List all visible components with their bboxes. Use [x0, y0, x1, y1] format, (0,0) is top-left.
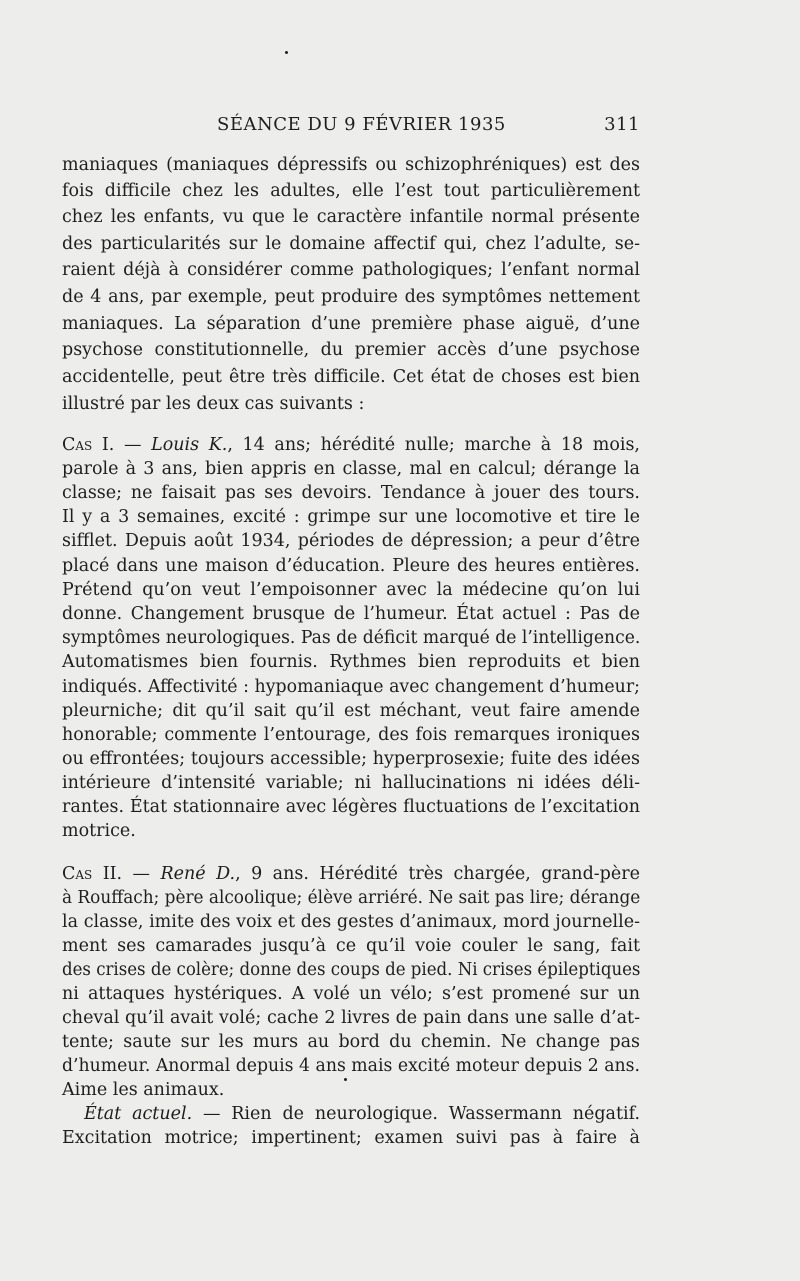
text-line: donne. Changement brusque de l’humeur. État actuel : Pas de: [62, 604, 640, 624]
case-2-heading-line: [62, 861, 640, 887]
text-line: de 4 ans, par exemple, peut produire des symptômes nettement: [62, 287, 640, 307]
text-line: d’humeur. Anormal depuis 4 ans mais excité moteur depuis 2 ans.: [62, 1056, 640, 1076]
text-line: à Rouffach; père alcoolique; élève arriéré. Ne sait pas lire; dérange: [62, 888, 641, 908]
text-line: ou effrontées; toujours accessible; hyperprosexie; fuite des idées: [62, 749, 640, 769]
text-line: des crises de colère; donne des coups de pied. Ni crises épileptiques: [62, 960, 641, 980]
text-line: maniaques (maniaques dépressifs ou schizophréniques) est des: [62, 155, 640, 175]
text-line: symptômes neurologiques. Pas de déficit marqué de l’intelligence.: [62, 628, 641, 648]
text-line: la classe, imite des voix et des gestes d’animaux, mord journelle-: [62, 912, 640, 932]
text-line: Excitation motrice; impertinent; examen suivi pas à faire à: [62, 1128, 640, 1148]
print-speck: [344, 1078, 347, 1081]
text-line: rantes. État stationnaire avec légères fluctuations de l’excitation: [62, 797, 640, 817]
text-line: Aime les animaux.: [62, 1080, 225, 1100]
case-1-dash: —: [114, 435, 152, 455]
etat-actuel-line: [62, 1101, 640, 1127]
case-1-patient-name: Louis K.: [151, 435, 228, 455]
case-2-first-line-rest: , 9 ans. Hérédité très chargée, grand-père: [235, 864, 640, 884]
text-line: accidentelle, peut être très difficile. Cet état de choses est bien: [62, 367, 640, 387]
text-line: Il y a 3 semaines, excité : grimpe sur une locomotive et tire le: [62, 507, 640, 527]
text-line: sifflet. Depuis août 1934, périodes de dépression; a peur d’être: [62, 531, 640, 551]
case-1-heading-line: [62, 432, 640, 458]
case-2-dash: —: [122, 864, 161, 884]
text-line: intérieure d’intensité variable; ni hallucinations ni idées déli-: [62, 773, 640, 793]
case-1-label: Cas I.: [62, 435, 115, 455]
text-line: chez les enfants, vu que le caractère infantile normal présente: [62, 207, 640, 227]
text-line: psychose constitutionnelle, du premier accès d’une psychose: [62, 340, 640, 360]
etat-actuel-rest: — Rien de neurologique. Wassermann négatif.: [192, 1104, 641, 1124]
text-line: motrice.: [62, 821, 136, 841]
text-line: Automatismes bien fournis. Rythmes bien reproduits et bien: [62, 652, 640, 672]
running-header: [62, 114, 640, 138]
case-2-patient-name: René D.: [160, 864, 236, 884]
text-line: fois difficile chez les adultes, elle l’est tout particulièrement: [62, 181, 640, 201]
text-line: indiqués. Affectivité : hypomaniaque avec changement d’humeur;: [62, 677, 640, 697]
page-number: 311: [604, 114, 640, 135]
text-line: raient déjà à considérer comme pathologiques; l’enfant normal: [62, 260, 640, 280]
text-line: Prétend qu’on veut l’empoisonner avec la médecine qu’on lui: [62, 580, 640, 600]
running-title: SÉANCE DU 9 FÉVRIER 1935: [217, 114, 506, 135]
text-line: maniaques. La séparation d’une première phase aiguë, d’une: [62, 314, 640, 334]
etat-actuel-label: État actuel.: [84, 1104, 193, 1124]
print-speck: [285, 51, 288, 54]
text-line: classe; ne faisait pas ses devoirs. Tendance à jouer des tours.: [62, 483, 640, 503]
text-line: ni attaques hystériques. A volé un vélo; s’est promené sur un: [62, 984, 640, 1004]
text-line: tente; saute sur les murs au bord du chemin. Ne change pas: [62, 1032, 640, 1052]
text-line: cheval qu’il avait volé; cache 2 livres de pain dans une salle d’at-: [62, 1008, 640, 1028]
text-line: honorable; commente l’entourage, des fois remarques ironiques: [62, 725, 640, 745]
text-line: placé dans une maison d’éducation. Pleure des heures entières.: [62, 556, 640, 576]
text-line: des particularités sur le domaine affectif qui, chez l’adulte, se-: [62, 234, 640, 254]
text-line: pleurniche; dit qu’il sait qu’il est méchant, veut faire amende: [62, 701, 640, 721]
text-line: illustré par les deux cas suivants :: [62, 394, 365, 414]
text-line: parole à 3 ans, bien appris en classe, mal en calcul; dérange la: [62, 459, 640, 479]
case-1-first-line-rest: , 14 ans; hérédité nulle; marche à 18 mois,: [227, 435, 640, 455]
case-2-label: Cas II.: [62, 864, 123, 884]
text-line: ment ses camarades jusqu’à ce qu’il voie couler le sang, fait: [62, 936, 640, 956]
